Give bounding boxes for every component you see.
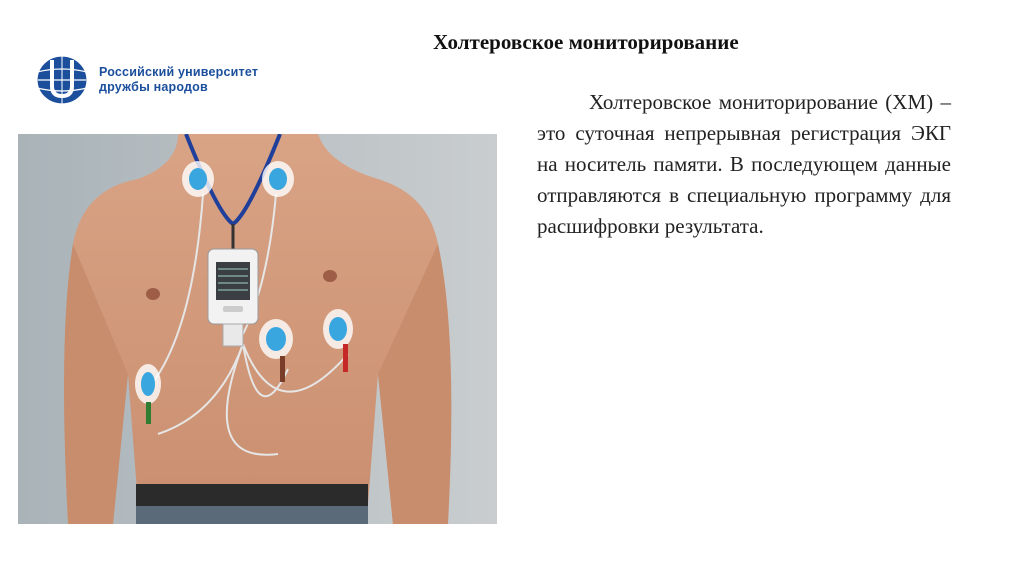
logo-line-2: дружбы народов [99, 80, 208, 94]
slide-title: Холтеровское мониторирование [433, 30, 739, 54]
university-logo [34, 52, 294, 112]
globe-icon [34, 52, 94, 108]
logo-text [99, 65, 258, 95]
holter-monitor-photo [18, 134, 497, 524]
logo-line-1: Российский университет [99, 65, 259, 79]
description-paragraph: Холтеровское мониторирование (ХМ) – это суточная непрерывная регистрация ЭКГ на носитель памяти. В последующем данные отправляются в специальную программу для расшифровки результата. [537, 90, 951, 238]
